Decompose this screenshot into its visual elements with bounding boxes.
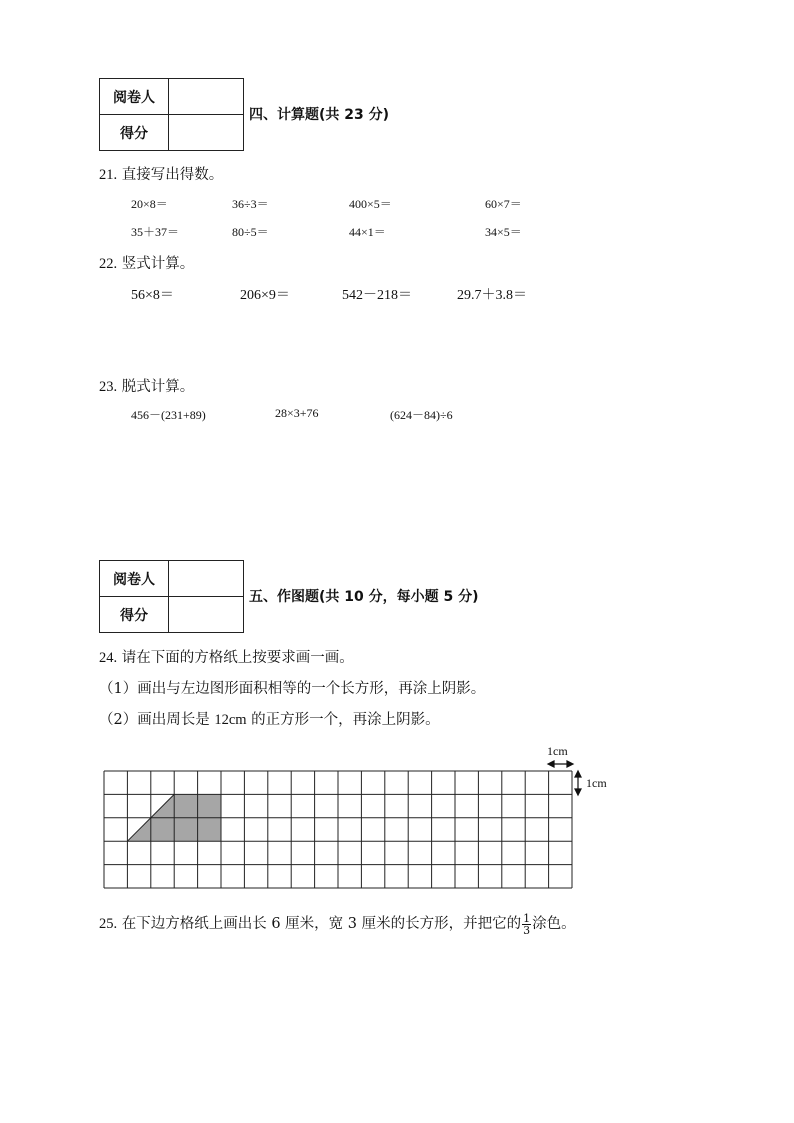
q23-item: (624－84)÷6 — [390, 408, 453, 422]
question-prompt: 竖式计算。 — [121, 256, 195, 272]
question-number: 24. — [99, 650, 118, 666]
question-prompt: 直接写出得数。 — [121, 167, 224, 183]
question-number: 22. — [99, 256, 118, 272]
double-arrow-horizontal-icon — [548, 761, 573, 767]
section5-title: 五、作图题(共 10 分，每小题 5 分) — [249, 589, 479, 605]
question-number: 23. — [99, 379, 118, 395]
q22-item: 56×8＝ — [131, 288, 174, 303]
unit-label-vertical: 1cm — [586, 776, 607, 790]
q22-item: 206×9＝ — [240, 288, 290, 303]
q22-item: 542－218＝ — [342, 288, 412, 303]
fraction-numerator: 1 — [523, 911, 531, 925]
grid-lines — [104, 771, 572, 888]
double-arrow-vertical-icon — [575, 771, 581, 795]
question-number: 21. — [99, 167, 118, 183]
q21-item: 80÷5＝ — [232, 225, 269, 239]
q24-sub2-text: （2）画出周长是 — [99, 712, 210, 728]
q21-item: 400×5＝ — [349, 197, 392, 211]
q21-item: 36÷3＝ — [232, 197, 269, 211]
q24-sub2-text: 的正方形一个，再涂上阴影。 — [251, 712, 440, 728]
q23-item: 456－(231+89) — [131, 408, 206, 422]
fraction-denominator: 3 — [523, 923, 531, 937]
section4-title: 四、计算题(共 23 分) — [249, 107, 390, 123]
score-label: 得分 — [100, 597, 169, 633]
unit-label-horizontal: 1cm — [547, 744, 568, 758]
q21-item: 20×8＝ — [131, 197, 168, 211]
question-number: 25. — [99, 916, 118, 932]
score-label: 得分 — [100, 115, 169, 151]
q21-item: 35＋37＝ — [131, 225, 180, 239]
question-25 — [99, 912, 576, 936]
question-prompt-end: 涂色。 — [532, 916, 576, 932]
q24-sub2-value: 12cm — [214, 712, 247, 728]
q24-sub1: （1）画出与左边图形面积相等的一个长方形，再涂上阴影。 — [99, 681, 486, 697]
question-prompt: 在下边方格纸上画出长 6 厘米，宽 3 厘米的长方形，并把它的 — [121, 916, 522, 932]
fraction-one-third — [522, 913, 531, 936]
q23-item: 28×3+76 — [275, 406, 319, 420]
q21-item: 34×5＝ — [485, 225, 522, 239]
q21-item: 44×1＝ — [349, 225, 386, 239]
q21-item: 60×7＝ — [485, 197, 522, 211]
question-prompt: 请在下面的方格纸上按要求画一画。 — [121, 650, 354, 666]
q22-item: 29.7＋3.8＝ — [457, 288, 527, 303]
reviewer-label: 阅卷人 — [100, 561, 169, 597]
reviewer-label: 阅卷人 — [100, 79, 169, 115]
question-prompt: 脱式计算。 — [121, 379, 195, 395]
